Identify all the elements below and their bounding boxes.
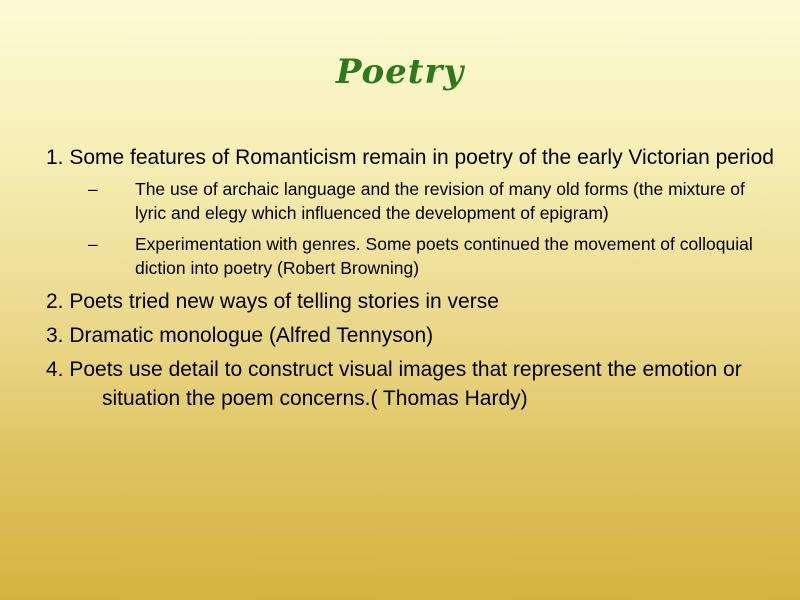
list-item-4: 4. Poets use detail to construct visual images that represent the emotion or situation the poem concerns.( Thomas Hardy) xyxy=(46,358,742,410)
slide-title: Poetry xyxy=(335,52,465,92)
sub-item-text: The use of archaic language and the revision of many old forms (the mixture of lyric and elegy which influenced the development of epigram) xyxy=(135,179,745,223)
dash-bullet: – xyxy=(88,234,98,254)
sub-item-2 xyxy=(46,232,776,280)
list-item-3: 3. Dramatic monologue (Alfred Tennyson) xyxy=(46,324,434,347)
dash-bullet: – xyxy=(88,179,98,199)
sub-item-text: Experimentation with genres. Some poets continued the movement of colloquial diction into poetry (Robert Browning) xyxy=(135,234,753,278)
list-item-1: 1. Some features of Romanticism remain in poetry of the early Victorian period xyxy=(46,146,774,169)
list-item-2: 2. Poets tried new ways of telling stories in verse xyxy=(46,290,499,313)
sub-item-1 xyxy=(46,177,776,225)
slide-content xyxy=(46,143,776,418)
